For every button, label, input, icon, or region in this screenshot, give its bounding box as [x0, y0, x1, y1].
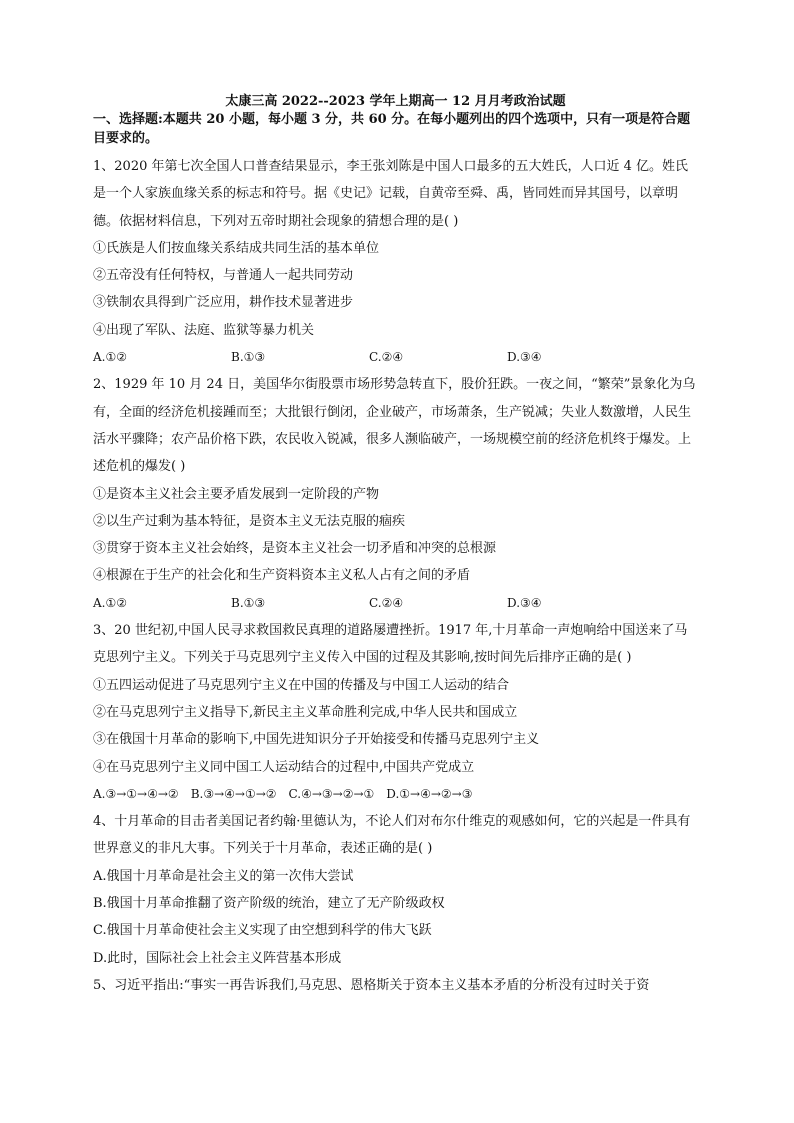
question-5 [93, 972, 698, 999]
question-stem: 3、20 世纪初,中国人民寻求救国救民真理的道路屡遭挫折。1917 年,十月革命一声炮响给中国送来了马克思列宁主义。下列关于马克思列宁主义传入中国的过程及其影响,按时间先后排序正确的是( ) [93, 623, 688, 666]
exam-title: 太康三高 2022--2023 学年上期高一 12 月月考政治试题 [225, 94, 566, 109]
section-heading: 一、选择题:本题共 20 小题，每小题 3 分，共 60 分。在每小题列出的四个选项中，只有一项是符合题目要求的。 [93, 112, 691, 146]
answer-choices [93, 344, 698, 371]
choice-c: C.俄国十月革命使社会主义实现了由空想到科学的伟大飞跃 [93, 923, 432, 939]
statement-option: ④出现了军队、法庭、监狱等暴力机关 [93, 322, 315, 338]
statement-option: ①氏族是人们按血缘关系结成共同生活的基本单位 [93, 240, 380, 256]
statement-option: ③贯穿于资本主义社会始终，是资本主义社会一切矛盾和冲突的总根源 [93, 541, 497, 557]
choice-a: A.俄国十月革命是社会主义的第一次伟大尝试 [93, 868, 354, 884]
statement-option: ①五四运动促进了马克思列宁主义在中国的传播及与中国工人运动的结合 [93, 677, 510, 693]
statement-option: ④在马克思列宁主义同中国工人运动结合的过程中,中国共产党成立 [93, 759, 475, 775]
statement-option: ②在马克思列宁主义指导下,新民主主义革命胜利完成,中华人民共和国成立 [93, 704, 518, 720]
choice-a: A.①② [93, 350, 127, 365]
choice-d: D.此时，国际社会上社会主义阵营基本形成 [93, 950, 342, 966]
choice-a: A.③→①→④→② [93, 786, 179, 801]
answer-choices [93, 781, 698, 808]
question-stem: 1、2020 年第七次全国人口普查结果显示，李王张刘陈是中国人口最多的五大姓氏，人口近 4 亿。姓氏是一个人家族血缘关系的标志和符号。据《史记》记载，自黄帝至舜、禹，皆同姓而异其国号，以章明德。依据材料信息，下列对五帝时期社会现象的猜想合理的是( ) [93, 159, 689, 229]
exam-page [93, 93, 698, 999]
choice-d: D.①→④→②→③ [386, 786, 473, 801]
choice-c: C.④→③→②→① [288, 786, 375, 801]
choice-b: B.①③ [231, 595, 266, 610]
question-1 [93, 153, 698, 371]
choice-b: B.③→④→①→② [190, 786, 277, 801]
question-4 [93, 808, 698, 972]
choice-d: D.③④ [507, 350, 542, 365]
choice-d: D.③④ [507, 595, 542, 610]
question-3 [93, 617, 698, 808]
question-stem: 2、1929 年 10 月 24 日，美国华尔街股票市场形势急转直下，股价狂跌。一夜之间，“繁荣”景象化为乌有，全面的经济危机接踵而至；大批银行倒闭，企业破产，市场萧条，生产锐减；失业人数激增，人民生活水平骤降；农产品价格下跌，农民收入锐减，很多人濒临破产，一场规模空前的经济危机终于爆发。上述危机的爆发( ) [93, 377, 696, 475]
choice-a: A.①② [93, 595, 127, 610]
choice-c: C.②④ [369, 595, 404, 610]
choice-b: B.俄国十月革命推翻了资产阶级的统治，建立了无产阶级政权 [93, 896, 445, 912]
statement-option: ②以生产过剩为基本特征，是资本主义无法克服的痼疾 [93, 513, 406, 529]
statement-option: ④根源在于生产的社会化和生产资料资本主义私人占有之间的矛盾 [93, 568, 471, 584]
question-2 [93, 371, 698, 617]
statement-option: ①是资本主义社会主要矛盾发展到一定阶段的产物 [93, 486, 380, 502]
question-stem: 4、十月革命的目击者美国记者约翰·里德认为，不论人们对布尔什维克的观感如何，它的兴起是一件具有世界意义的非凡大事。下列关于十月革命，表述正确的是( ) [93, 814, 691, 857]
statement-option: ③铁制农具得到广泛应用，耕作技术显著进步 [93, 295, 354, 311]
statement-option: ③在俄国十月革命的影响下,中国先进知识分子开始接受和传播马克思列宁主义 [93, 732, 540, 748]
answer-choices [93, 590, 698, 617]
choice-b: B.①③ [231, 350, 266, 365]
question-stem: 5、习近平指出:“事实一再告诉我们,马克思、恩格斯关于资本主义基本矛盾的分析没有过时关于资 [93, 977, 650, 993]
statement-option: ②五帝没有任何特权，与普通人一起共同劳动 [93, 268, 354, 284]
choice-c: C.②④ [369, 350, 404, 365]
